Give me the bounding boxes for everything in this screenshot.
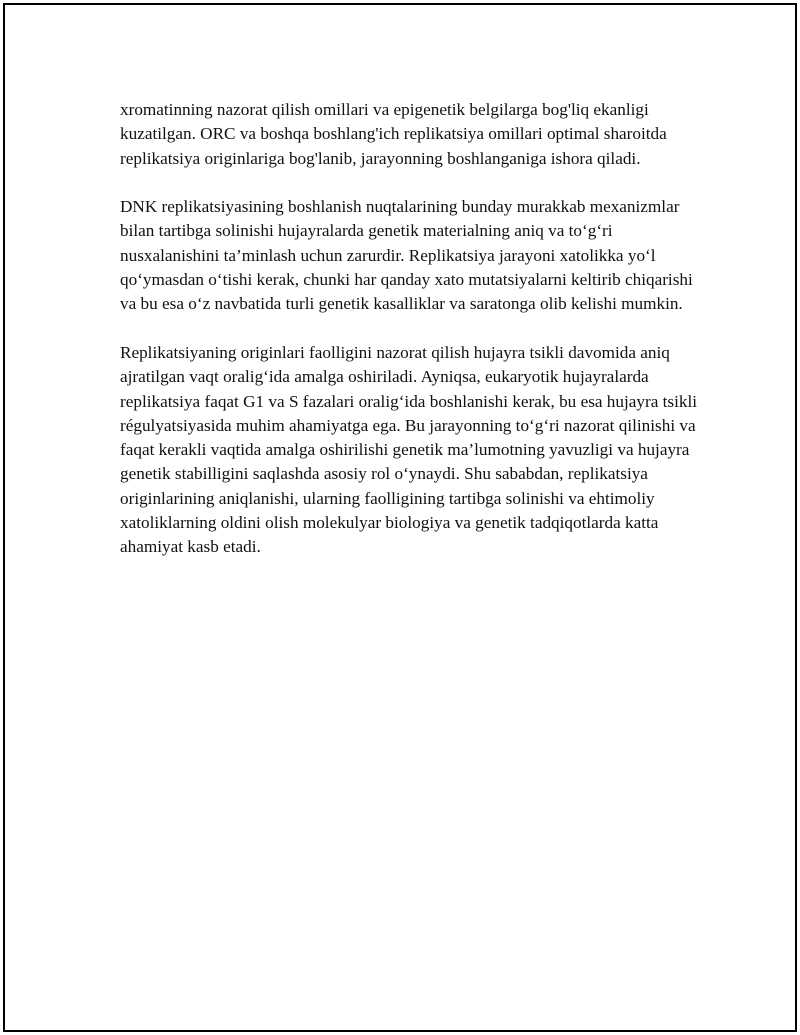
paragraph-2: DNK replikatsiyasining boshlanish nuqtalarining bunday murakkab mexanizmlar bilan tartibga solinishi hujayralarda genetik materialning aniq va to‘g‘ri nusxalanishini ta’minlash uchun zarurdir. Replikatsiya jarayoni xatolikka yo‘l qo‘ymasdan o‘tishi kerak, chunki har qanday xato mutatsiyalarni keltirib chiqarishi va bu esa o‘z navbatida turli genetik kasalliklar va saratonga olib kelishi mumkin.: [120, 197, 693, 314]
document-body: [120, 98, 710, 584]
document-page: [3, 3, 797, 1032]
paragraph-1: xromatinning nazorat qilish omillari va epigenetik belgilarga bog'liq ekanligi kuzatilgan. ORC va boshqa boshlang'ich replikatsiya omillari optimal sharoitda replikatsiya originlariga bog'lanib, jarayonning boshlanganiga ishora qiladi.: [120, 100, 667, 168]
paragraph-3: Replikatsiyaning originlari faolligini nazorat qilish hujayra tsikli davomida aniq ajratilgan vaqt oralig‘ida amalga oshiriladi. Ayniqsa, eukaryotik hujayralarda replikatsiya faqat G1 va S fazalari oralig‘ida boshlanishi kerak, bu esa hujayra tsikli régulyatsiyasida muhim ahamiyatga ega. Bu jarayonning to‘g‘ri nazorat qilinishi va faqat kerakli vaqtida amalga oshirilishi genetik ma’lumotning yavuzligi va hujayra genetik stabilligini saqlashda asosiy rol o‘ynaydi. Shu sababdan, replikatsiya originlarining aniqlanishi, ularning faolligining tartibga solinishi va ehtimoliy xatoliklarning oldini olish molekulyar biologiya va genetik tadqiqotlarda katta ahamiyat kasb etadi.: [120, 342, 698, 557]
